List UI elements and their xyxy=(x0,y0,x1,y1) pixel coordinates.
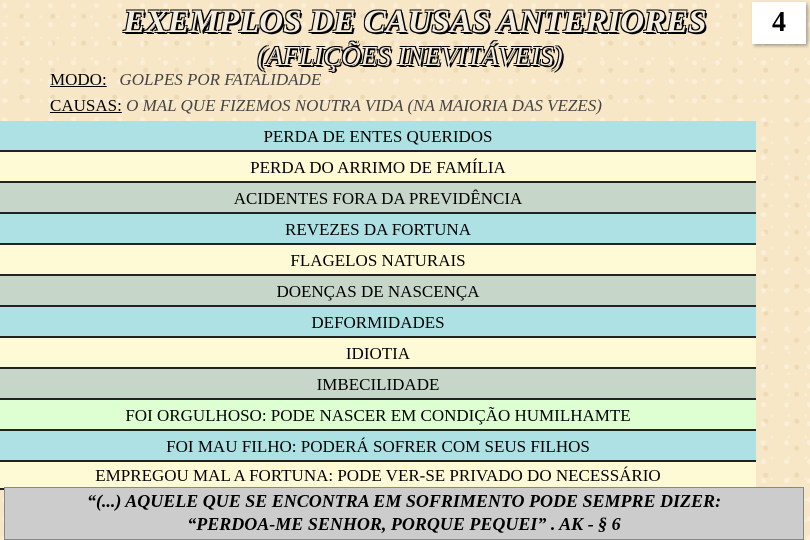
list-item: PERDA DO ARRIMO DE FAMÍLIA xyxy=(0,152,756,183)
modo-value: GOLPES POR FATALIDADE xyxy=(119,70,322,89)
slide-subtitle: (AFLIÇÕES INEVITÁVEIS) xyxy=(257,41,563,71)
list-item: DOENÇAS DE NASCENÇA xyxy=(0,276,756,307)
affliction-list xyxy=(0,121,756,490)
list-item: IDIOTIA xyxy=(0,338,756,369)
quote-line-2: “PERDOA-ME SENHOR, PORQUE PEQUEI” . AK - § 6 xyxy=(187,514,621,534)
list-item: REVEZES DA FORTUNA xyxy=(0,214,756,245)
modo-line xyxy=(50,69,321,91)
causas-line xyxy=(50,95,602,117)
causas-label: CAUSAS: xyxy=(50,96,122,115)
list-item: PERDA DE ENTES QUERIDOS xyxy=(0,121,756,152)
list-item: DEFORMIDADES xyxy=(0,307,756,338)
causas-value: O MAL QUE FIZEMOS NOUTRA VIDA (NA MAIORIA DAS VEZES) xyxy=(126,96,602,115)
list-item: EMPREGOU MAL A FORTUNA: PODE VER-SE PRIVADO DO NECESSÁRIO xyxy=(0,462,756,490)
list-item: FOI MAU FILHO: PODERÁ SOFRER COM SEUS FILHOS xyxy=(0,431,756,462)
list-item: IMBECILIDADE xyxy=(0,369,756,400)
slide-number-badge: 4 xyxy=(752,2,806,44)
quote-box xyxy=(4,487,804,540)
slide-title: EXEMPLOS DE CAUSAS ANTERIORES xyxy=(123,4,707,40)
modo-label: MODO: xyxy=(50,70,107,89)
list-item: FOI ORGULHOSO: PODE NASCER EM CONDIÇÃO HUMILHAMTE xyxy=(0,400,756,431)
list-item: FLAGELOS NATURAIS xyxy=(0,245,756,276)
quote-line-1: “(...) AQUELE QUE SE ENCONTRA EM SOFRIMENTO PODE SEMPRE DIZER: xyxy=(86,491,722,511)
list-item: ACIDENTES FORA DA PREVIDÊNCIA xyxy=(0,183,756,214)
